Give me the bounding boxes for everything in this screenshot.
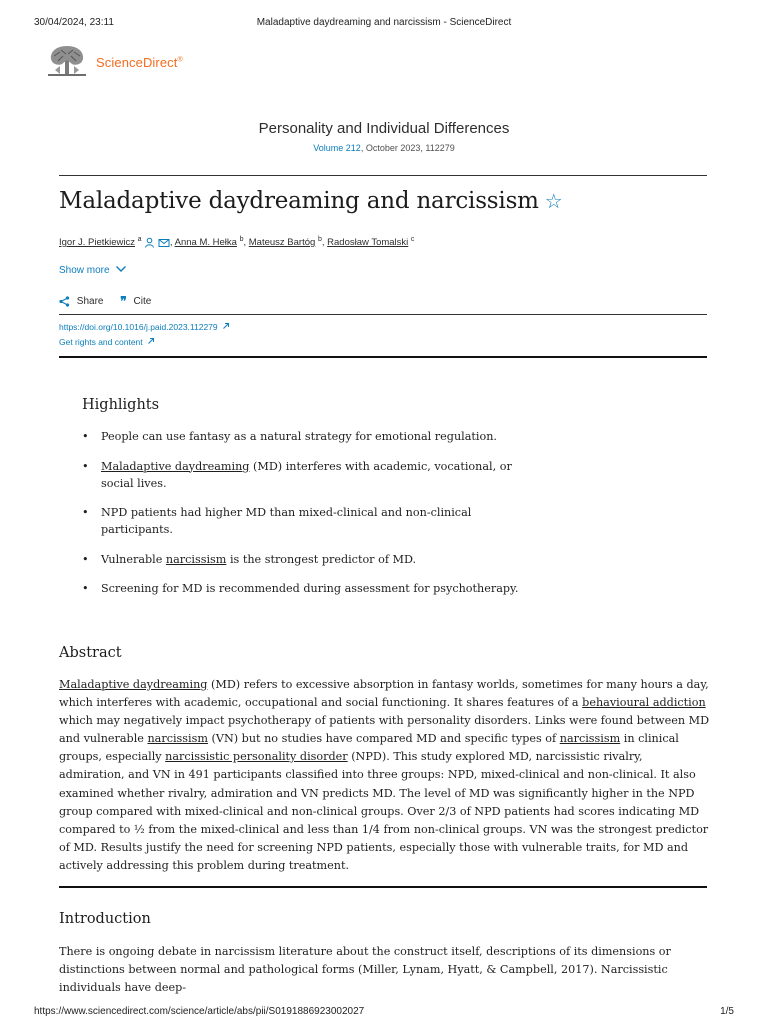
actions-divider [59, 314, 707, 315]
print-url: https://www.sciencedirect.com/science/article/abs/pii/S0191886923002027 [34, 1006, 365, 1017]
author-affiliation-sup: c [410, 236, 415, 243]
author-link[interactable]: Radosław Tomalski [327, 237, 409, 249]
rights-link[interactable] [59, 337, 155, 347]
print-page-number: 1/5 [720, 1006, 734, 1017]
topic-link[interactable]: narcissism [559, 732, 621, 746]
topic-link[interactable]: Maladaptive daydreaming [59, 678, 208, 691]
highlight-item: • NPD patients had higher MD than mixed-clinical and non-clinical participants. [82, 504, 542, 538]
author-affiliation-sup: b [317, 236, 322, 243]
highlight-item: • Vulnerable narcissism is the strongest predictor of MD. [82, 551, 542, 568]
share-button[interactable]: Share [76, 295, 104, 307]
highlight-item: • Screening for MD is recommended during assessment for psychotherapy. [82, 580, 542, 597]
doi-text: https://doi.org/10.1016/j.paid.2023.112279 [59, 322, 218, 332]
introduction-heading: Introduction [59, 911, 151, 927]
article-title-text: Maladaptive daydreaming and narcissism [59, 188, 539, 214]
volume-link[interactable]: Volume 212 [313, 143, 361, 153]
chevron-down-icon [115, 265, 127, 273]
abstract-heading: Abstract [59, 645, 122, 661]
print-datetime: 30/04/2024, 23:11 [34, 17, 114, 28]
introduction-text: There is ongoing debate in narcissism literature about the construct itself, descriptions of its dimensions or distinctions between normal and pathological forms (Miller, Lynam, Hyatt, & Campbell, 2017). Narcissistic individuals have deep- [59, 945, 671, 995]
envelope-icon[interactable] [158, 237, 170, 248]
issue-info: , October 2023, 112279 [360, 143, 455, 153]
metadata-divider [59, 356, 707, 358]
sciencedirect-brand-name: ScienceDirect® [96, 55, 183, 70]
person-icon[interactable] [144, 237, 155, 248]
quote-icon[interactable]: ❞ [120, 294, 127, 308]
topic-link[interactable]: narcissistic personality disorder [165, 750, 348, 764]
cite-button[interactable]: Cite [133, 295, 152, 307]
highlights-heading: Highlights [82, 397, 160, 413]
topic-link[interactable]: behavioural addiction [582, 696, 706, 710]
share-icon[interactable] [59, 296, 70, 307]
show-more-label: Show more [59, 265, 110, 276]
author-list: Igor J. Pietkiewicz $^a$ , Anna M. Hełka $^b$, Mateusz Bartóg $^b$, Radosław Tomalski $^c$ [59, 236, 415, 249]
elsevier-tree-icon [46, 42, 88, 78]
article-title [59, 188, 563, 214]
highlight-item: • People can use fantasy as a natural strategy for emotional regulation. [82, 428, 542, 445]
header-divider [59, 175, 707, 176]
author-link[interactable]: Igor J. Pietkiewicz [59, 237, 136, 249]
highlight-item: • Maladaptive daydreaming (MD) interferes with academic, vocational, or social lives. [82, 458, 542, 492]
abstract-divider [59, 886, 707, 888]
abstract-text: Maladaptive daydreaming (MD) refers to excessive absorption in fantasy worlds, sometimes for many hours a day, which interferes with academic, occupational and social functioning. It shares features of a behavioural addiction which may negatively impact psychotherapy of patients with personality disorders. Links were found between MD and vulnerable narcissism (VN) but no studies have compared MD and specific types of narcissism in clinical groups, especially narcissistic personality disorder (NPD). This study explored MD, narcissistic rivalry, admiration, and VN in 491 participants classified into three groups: NPD, mixed-clinical and non-clinical. It also examined whether rivalry, admiration and VN predicts MD. The level of MD was significantly higher in the NPD group compared with mixed-clinical and non-clinical groups. Over 2/3 of NPD patients had scores indicating MD compared to ½ from the mixed-clinical and less than 1/4 from non-clinical groups. VN was the strongest predictor of MD. Results justify the need for screening NPD patients, especially those with vulnerable traits, for MD and actively addressing this problem during treatment. [59, 678, 710, 872]
doi-link[interactable] [59, 322, 230, 332]
sciencedirect-logo[interactable] [46, 42, 196, 82]
external-link-icon [222, 322, 230, 330]
journal-title[interactable]: Personality and Individual Differences [258, 120, 510, 137]
external-link-icon [147, 337, 155, 345]
topic-link[interactable]: Maladaptive daydreaming [101, 459, 250, 473]
topic-link[interactable]: narcissism [165, 552, 227, 566]
author-affiliation-sup: b [239, 236, 244, 243]
volume-line [0, 143, 768, 153]
article-actions [59, 294, 151, 308]
topic-link[interactable]: narcissism [147, 732, 208, 746]
rights-text: Get rights and content [59, 337, 143, 347]
show-more-button[interactable] [59, 265, 127, 276]
author-link[interactable]: Anna M. Hełka [174, 237, 237, 249]
print-page-title: Maladaptive daydreaming and narcissism - ScienceDirect [256, 17, 512, 28]
star-icon[interactable]: ☆ [544, 189, 563, 213]
author-affiliation-sup: a [137, 236, 142, 243]
author-link[interactable]: Mateusz Bartóg [248, 237, 316, 249]
highlights-list [82, 428, 542, 610]
